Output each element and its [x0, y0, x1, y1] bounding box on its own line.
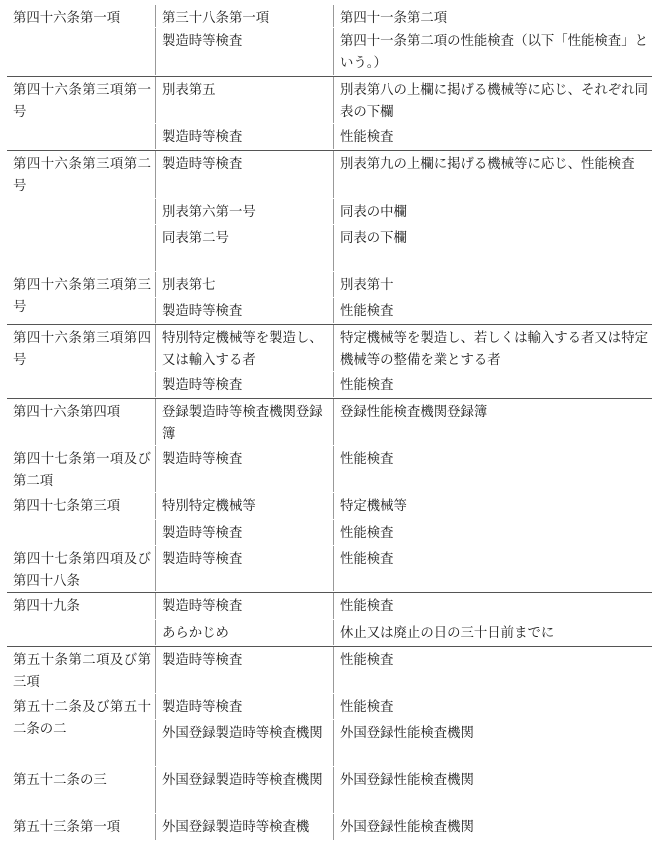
table-row — [7, 298, 652, 324]
table-row — [7, 325, 652, 372]
original-text-cell: 同表第二号 — [155, 225, 333, 271]
original-text-cell: 外国登録製造時等検査機関 — [155, 720, 333, 766]
replacement-text-cell: 別表第十 — [333, 272, 652, 297]
table-row — [7, 372, 652, 398]
original-text-cell: 製造時等検査 — [155, 593, 333, 619]
replacement-text-cell: 特定機械等 — [333, 493, 652, 519]
original-text-cell: 登録製造時等検査機関登録簿 — [155, 399, 333, 445]
table-row — [7, 620, 652, 646]
article-cell: 第四十六条第一項 — [13, 11, 121, 26]
table-row — [7, 446, 652, 493]
article-cell — [7, 372, 155, 398]
original-text-cell: 製造時等検査 — [155, 520, 333, 545]
replacement-text-cell: 同表の下欄 — [333, 225, 652, 271]
row-group — [7, 647, 652, 841]
table-row — [7, 225, 652, 272]
article-cell — [7, 298, 155, 324]
original-text-cell: 外国登録製造時等検査機関 — [155, 767, 333, 813]
original-text-cell: 別表第五 — [155, 77, 333, 123]
replacement-text-cell: 性能検査 — [333, 546, 652, 591]
replacement-text-cell: 性能検査 — [333, 593, 652, 619]
replacement-text-cell: 休止又は廃止の日の三十日前までに — [333, 620, 652, 645]
replacement-text-cell: 性能検査 — [333, 124, 652, 149]
article-cell — [7, 225, 155, 272]
article-cell: 第五十二条の三 — [13, 773, 107, 788]
original-text-cell: 製造時等検査 — [155, 298, 333, 323]
row-group — [7, 5, 652, 77]
article-cell — [7, 620, 155, 646]
table-row — [7, 593, 652, 620]
table-row — [7, 647, 652, 694]
row-group — [7, 151, 652, 325]
original-text-cell: 製造時等検査 — [155, 28, 333, 75]
original-text-cell: 別表第六第一号 — [155, 199, 333, 224]
original-text-cell: 別表第七 — [155, 272, 333, 297]
row-group — [7, 399, 652, 593]
replacement-text-cell: 性能検査 — [333, 694, 652, 719]
table-row — [7, 493, 652, 520]
article-cell: 第五十三条第一項 — [13, 820, 121, 835]
original-text-cell: あらかじめ — [155, 620, 333, 645]
table-row — [7, 399, 652, 446]
article-cell: 第四十六条第三項第三号 — [13, 278, 151, 315]
original-text-cell: 特別特定機械等 — [155, 493, 333, 519]
original-text-cell: 製造時等検査 — [155, 546, 333, 591]
original-text-cell: 製造時等検査 — [155, 372, 333, 397]
table-row — [7, 767, 652, 814]
table-row — [7, 77, 652, 124]
replacement-text-cell: 性能検査 — [333, 647, 652, 693]
replacement-text-cell: 第四十一条第二項の性能検査（以下「性能検査」という。） — [333, 28, 652, 75]
replacement-text-cell: 別表第八の上欄に掲げる機械等に応じ、それぞれ同表の下欄 — [333, 77, 652, 123]
row-group — [7, 325, 652, 399]
article-cell: 第四十六条第三項第四号 — [13, 331, 151, 368]
article-cell: 第四十六条第三項第二号 — [13, 157, 151, 194]
replacement-text-cell: 性能検査 — [333, 520, 652, 545]
table-row — [7, 124, 652, 150]
replacement-text-cell: 性能検査 — [333, 372, 652, 397]
original-text-cell: 製造時等検査 — [155, 694, 333, 719]
replacement-text-cell: 外国登録性能検査機関 — [333, 720, 652, 766]
table-row — [7, 520, 652, 546]
replacement-text-cell: 外国登録性能検査機関 — [333, 814, 652, 840]
replacement-text-cell: 同表の中欄 — [333, 199, 652, 224]
replacement-text-cell: 性能検査 — [333, 446, 652, 492]
original-text-cell: 製造時等検査 — [155, 124, 333, 149]
original-text-cell: 第三十八条第一項 — [155, 5, 333, 27]
table-row — [7, 546, 652, 592]
article-cell: 第四十六条第三項第一号 — [13, 83, 151, 120]
table-row — [7, 814, 652, 841]
article-cell: 第五十条第二項及び第三項 — [13, 653, 151, 690]
original-text-cell: 製造時等検査 — [155, 151, 333, 198]
article-cell: 第四十六条第四項 — [13, 405, 121, 420]
row-group — [7, 77, 652, 151]
table-row — [7, 28, 652, 76]
table-row — [7, 151, 652, 199]
article-cell: 第四十九条 — [13, 599, 80, 614]
article-cell — [7, 720, 155, 767]
article-cell — [7, 28, 155, 76]
replacement-text-cell: 外国登録性能検査機関 — [333, 767, 652, 813]
article-cell — [7, 124, 155, 150]
replacement-text-cell: 登録性能検査機関登録簿 — [333, 399, 652, 445]
article-cell: 第四十七条第三項 — [13, 499, 121, 514]
original-text-cell: 製造時等検査 — [155, 446, 333, 492]
table-row — [7, 5, 652, 28]
article-cell: 第四十七条第一項及び第二項 — [13, 452, 151, 489]
row-group — [7, 593, 652, 647]
replacement-text-cell: 特定機械等を製造し、若しくは輸入する者又は特定機械等の整備を業とする者 — [333, 325, 652, 371]
original-text-cell: 特別特定機械等を製造し、又は輸入する者 — [155, 325, 333, 371]
replacement-text-cell: 性能検査 — [333, 298, 652, 323]
article-cell — [7, 199, 155, 225]
original-text-cell: 製造時等検査 — [155, 647, 333, 693]
article-cell: 第五十二条及び第五十二条の二 — [13, 700, 151, 737]
amendment-table — [7, 5, 652, 841]
original-text-cell: 外国登録製造時等検査機 — [155, 814, 333, 840]
table-row — [7, 720, 652, 767]
replacement-text-cell: 第四十一条第二項 — [333, 5, 652, 27]
table-row — [7, 199, 652, 225]
article-cell: 第四十七条第四項及び第四十八条 — [13, 552, 151, 589]
replacement-text-cell: 別表第九の上欄に掲げる機械等に応じ、性能検査 — [333, 151, 652, 198]
article-cell — [7, 520, 155, 546]
